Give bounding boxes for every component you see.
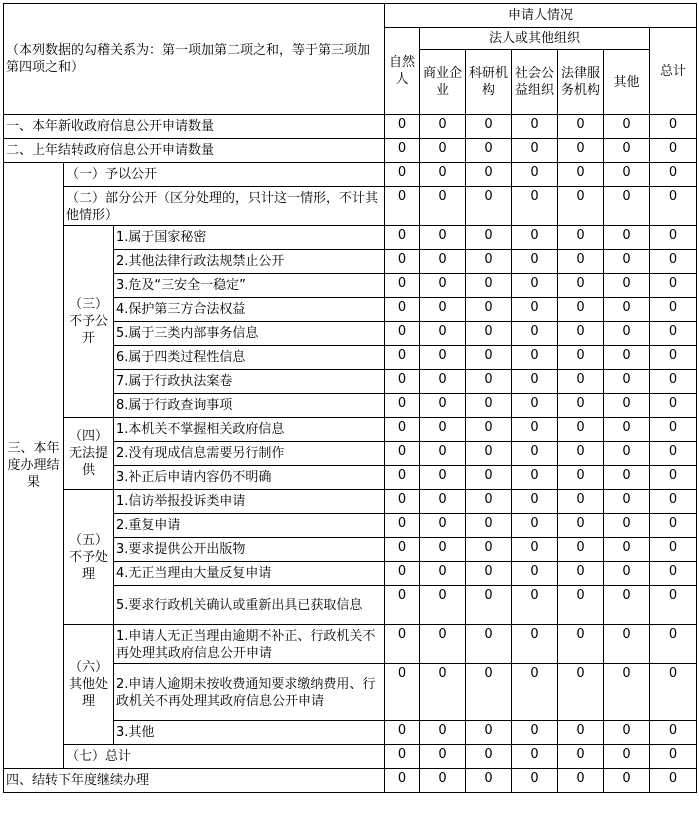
value-cell: 0 (604, 586, 650, 625)
row-label: 1.信访举报投诉类申请 (114, 490, 385, 514)
value-cell: 0 (466, 115, 512, 139)
other-header: 其他 (604, 50, 650, 115)
value-cell: 0 (650, 769, 697, 793)
value-cell: 0 (558, 466, 604, 490)
value-cell: 0 (650, 139, 697, 163)
value-cell: 0 (512, 346, 558, 370)
value-cell: 0 (385, 418, 420, 442)
value-cell: 0 (650, 514, 697, 538)
value-cell: 0 (466, 490, 512, 514)
value-cell: 0 (512, 115, 558, 139)
value-cell: 0 (420, 274, 466, 298)
value-cell: 0 (512, 139, 558, 163)
value-cell: 0 (650, 418, 697, 442)
value-cell: 0 (385, 490, 420, 514)
value-cell: 0 (512, 769, 558, 793)
value-cell: 0 (558, 538, 604, 562)
group-results: 三、本年度办理结果 (4, 163, 64, 769)
row-label: 6.属于四类过程性信息 (114, 346, 385, 370)
table-row (4, 418, 697, 442)
total-header: 总计 (650, 28, 697, 115)
value-cell: 0 (385, 625, 420, 664)
value-cell: 0 (385, 538, 420, 562)
table-row (4, 187, 697, 226)
value-cell: 0 (466, 562, 512, 586)
row-label: 7.属于行政执法案卷 (114, 370, 385, 394)
value-cell: 0 (558, 370, 604, 394)
row-label: （二）部分公开（区分处理的，只计这一情形，不计其他情形） (64, 187, 385, 226)
value-cell: 0 (650, 250, 697, 274)
value-cell: 0 (604, 163, 650, 187)
value-cell: 0 (466, 226, 512, 250)
value-cell: 0 (558, 250, 604, 274)
row-label: 3.其他 (114, 721, 385, 745)
value-cell: 0 (420, 226, 466, 250)
value-cell: 0 (558, 346, 604, 370)
value-cell: 0 (420, 466, 466, 490)
value-cell: 0 (650, 442, 697, 466)
value-cell: 0 (512, 490, 558, 514)
value-cell: 0 (385, 250, 420, 274)
table-row (4, 115, 697, 139)
value-cell: 0 (385, 745, 420, 769)
row-label: 4.保护第三方合法权益 (114, 298, 385, 322)
value-cell: 0 (420, 664, 466, 721)
value-cell: 0 (512, 250, 558, 274)
value-cell: 0 (466, 346, 512, 370)
row-label: 4.无正当理由大量反复申请 (114, 562, 385, 586)
value-cell: 0 (466, 514, 512, 538)
research-header: 科研机构 (466, 50, 512, 115)
value-cell: 0 (558, 586, 604, 625)
value-cell: 0 (512, 586, 558, 625)
value-cell: 0 (420, 163, 466, 187)
value-cell: 0 (650, 346, 697, 370)
value-cell: 0 (604, 466, 650, 490)
row-label: 一、本年新收政府信息公开申请数量 (4, 115, 385, 139)
value-cell: 0 (385, 664, 420, 721)
value-cell: 0 (558, 274, 604, 298)
value-cell: 0 (604, 418, 650, 442)
row-label: 2.申请人逾期未按收费通知要求缴纳费用、行政机关不再处理其政府信息公开申请 (114, 664, 385, 721)
value-cell: 0 (650, 163, 697, 187)
value-cell: 0 (650, 274, 697, 298)
value-cell: 0 (420, 418, 466, 442)
value-cell: 0 (650, 664, 697, 721)
value-cell: 0 (512, 466, 558, 490)
row-label: 5.要求行政机关确认或重新出具已获取信息 (114, 586, 385, 625)
value-cell: 0 (512, 418, 558, 442)
value-cell: 0 (558, 514, 604, 538)
value-cell: 0 (604, 769, 650, 793)
value-cell: 0 (385, 769, 420, 793)
value-cell: 0 (558, 187, 604, 226)
row-label: （七）总计 (64, 745, 385, 769)
value-cell: 0 (512, 394, 558, 418)
value-cell: 0 (512, 625, 558, 664)
value-cell: 0 (558, 721, 604, 745)
value-cell: 0 (512, 163, 558, 187)
social-header: 社会公益组织 (512, 50, 558, 115)
value-cell: 0 (512, 370, 558, 394)
value-cell: 0 (466, 664, 512, 721)
table-row (4, 490, 697, 514)
row-label: 3.补正后申请内容仍不明确 (114, 466, 385, 490)
commercial-header: 商业企业 (420, 50, 466, 115)
value-cell: 0 (385, 721, 420, 745)
row-label: 二、上年结转政府信息公开申请数量 (4, 139, 385, 163)
value-cell: 0 (650, 322, 697, 346)
value-cell: 0 (466, 394, 512, 418)
value-cell: 0 (466, 274, 512, 298)
value-cell: 0 (385, 163, 420, 187)
value-cell: 0 (604, 394, 650, 418)
value-cell: 0 (558, 394, 604, 418)
value-cell: 0 (512, 226, 558, 250)
row-label: 四、结转下年度继续办理 (4, 769, 385, 793)
value-cell: 0 (420, 490, 466, 514)
value-cell: 0 (466, 625, 512, 664)
value-cell: 0 (558, 418, 604, 442)
value-cell: 0 (558, 163, 604, 187)
value-cell: 0 (604, 115, 650, 139)
value-cell: 0 (385, 187, 420, 226)
value-cell: 0 (650, 721, 697, 745)
legal-orgs-header: 法人或其他组织 (420, 28, 650, 50)
value-cell: 0 (466, 370, 512, 394)
value-cell: 0 (650, 115, 697, 139)
value-cell: 0 (420, 538, 466, 562)
value-cell: 0 (385, 442, 420, 466)
value-cell: 0 (385, 298, 420, 322)
row-label: 5.属于三类内部事务信息 (114, 322, 385, 346)
value-cell: 0 (558, 745, 604, 769)
value-cell: 0 (385, 514, 420, 538)
value-cell: 0 (604, 538, 650, 562)
value-cell: 0 (512, 562, 558, 586)
row-label: 3.危及“三安全一稳定” (114, 274, 385, 298)
value-cell: 0 (385, 139, 420, 163)
row-label: （一）予以公开 (64, 163, 385, 187)
value-cell: 0 (558, 769, 604, 793)
value-cell: 0 (466, 139, 512, 163)
value-cell: 0 (558, 442, 604, 466)
value-cell: 0 (420, 442, 466, 466)
group-cannot-provide: （四）无法提供 (64, 418, 114, 490)
applicant-situation-header: 申请人情况 (385, 4, 697, 28)
value-cell: 0 (420, 250, 466, 274)
value-cell: 0 (604, 721, 650, 745)
value-cell: 0 (604, 625, 650, 664)
value-cell: 0 (650, 538, 697, 562)
value-cell: 0 (466, 769, 512, 793)
value-cell: 0 (385, 394, 420, 418)
value-cell: 0 (466, 322, 512, 346)
value-cell: 0 (466, 538, 512, 562)
value-cell: 0 (385, 115, 420, 139)
value-cell: 0 (466, 586, 512, 625)
value-cell: 0 (466, 298, 512, 322)
value-cell: 0 (512, 298, 558, 322)
value-cell: 0 (650, 370, 697, 394)
value-cell: 0 (420, 346, 466, 370)
gov-info-disclosure-table (3, 3, 697, 793)
value-cell: 0 (385, 562, 420, 586)
value-cell: 0 (420, 370, 466, 394)
value-cell: 0 (650, 187, 697, 226)
value-cell: 0 (420, 769, 466, 793)
row-label: 1.属于国家秘密 (114, 226, 385, 250)
value-cell: 0 (604, 664, 650, 721)
table-row (4, 139, 697, 163)
value-cell: 0 (604, 298, 650, 322)
row-label: 1.本机关不掌握相关政府信息 (114, 418, 385, 442)
value-cell: 0 (420, 394, 466, 418)
value-cell: 0 (558, 322, 604, 346)
value-cell: 0 (558, 226, 604, 250)
value-cell: 0 (385, 466, 420, 490)
value-cell: 0 (385, 322, 420, 346)
value-cell: 0 (466, 721, 512, 745)
value-cell: 0 (650, 490, 697, 514)
value-cell: 0 (650, 466, 697, 490)
value-cell: 0 (604, 139, 650, 163)
value-cell: 0 (604, 187, 650, 226)
value-cell: 0 (512, 322, 558, 346)
value-cell: 0 (385, 370, 420, 394)
value-cell: 0 (604, 562, 650, 586)
value-cell: 0 (420, 514, 466, 538)
value-cell: 0 (420, 322, 466, 346)
value-cell: 0 (558, 664, 604, 721)
value-cell: 0 (558, 298, 604, 322)
row-label: 3.要求提供公开出版物 (114, 538, 385, 562)
value-cell: 0 (558, 625, 604, 664)
value-cell: 0 (604, 250, 650, 274)
table-row (4, 745, 697, 769)
group-not-disclosed: （三）不予公开 (64, 226, 114, 418)
group-not-processed: （五）不予处理 (64, 490, 114, 625)
table-row (4, 769, 697, 793)
value-cell: 0 (420, 721, 466, 745)
value-cell: 0 (420, 115, 466, 139)
value-cell: 0 (420, 187, 466, 226)
table-row (4, 226, 697, 250)
row-label: 2.没有现成信息需要另行制作 (114, 442, 385, 466)
header-note: （本列数据的勾稽关系为：第一项加第二项之和，等于第三项加第四项之和） (4, 4, 385, 115)
value-cell: 0 (650, 562, 697, 586)
value-cell: 0 (420, 745, 466, 769)
value-cell: 0 (420, 139, 466, 163)
value-cell: 0 (604, 322, 650, 346)
value-cell: 0 (604, 346, 650, 370)
value-cell: 0 (466, 418, 512, 442)
value-cell: 0 (466, 442, 512, 466)
value-cell: 0 (604, 442, 650, 466)
value-cell: 0 (650, 298, 697, 322)
value-cell: 0 (558, 562, 604, 586)
group-other-processing: （六）其他处理 (64, 625, 114, 745)
value-cell: 0 (466, 187, 512, 226)
value-cell: 0 (512, 442, 558, 466)
value-cell: 0 (650, 625, 697, 664)
value-cell: 0 (650, 745, 697, 769)
value-cell: 0 (466, 163, 512, 187)
row-label: 8.属于行政查询事项 (114, 394, 385, 418)
value-cell: 0 (466, 466, 512, 490)
value-cell: 0 (604, 226, 650, 250)
value-cell: 0 (558, 115, 604, 139)
legal-service-header: 法律服务机构 (558, 50, 604, 115)
value-cell: 0 (385, 346, 420, 370)
value-cell: 0 (512, 538, 558, 562)
value-cell: 0 (604, 514, 650, 538)
value-cell: 0 (466, 250, 512, 274)
value-cell: 0 (512, 664, 558, 721)
value-cell: 0 (558, 490, 604, 514)
natural-person-header: 自然人 (385, 28, 420, 115)
value-cell: 0 (420, 562, 466, 586)
value-cell: 0 (604, 274, 650, 298)
value-cell: 0 (650, 394, 697, 418)
value-cell: 0 (420, 586, 466, 625)
value-cell: 0 (512, 745, 558, 769)
row-label: 2.其他法律行政法规禁止公开 (114, 250, 385, 274)
value-cell: 0 (604, 745, 650, 769)
value-cell: 0 (385, 274, 420, 298)
table-row (4, 163, 697, 187)
value-cell: 0 (420, 625, 466, 664)
value-cell: 0 (558, 139, 604, 163)
value-cell: 0 (650, 226, 697, 250)
row-label: 1.申请人无正当理由逾期不补正、行政机关不再处理其政府信息公开申请 (114, 625, 385, 664)
value-cell: 0 (512, 514, 558, 538)
value-cell: 0 (604, 490, 650, 514)
row-label: 2.重复申请 (114, 514, 385, 538)
value-cell: 0 (512, 721, 558, 745)
value-cell: 0 (385, 226, 420, 250)
value-cell: 0 (466, 745, 512, 769)
value-cell: 0 (420, 298, 466, 322)
value-cell: 0 (650, 586, 697, 625)
value-cell: 0 (385, 586, 420, 625)
value-cell: 0 (512, 187, 558, 226)
value-cell: 0 (512, 274, 558, 298)
table-row (4, 625, 697, 664)
value-cell: 0 (604, 370, 650, 394)
